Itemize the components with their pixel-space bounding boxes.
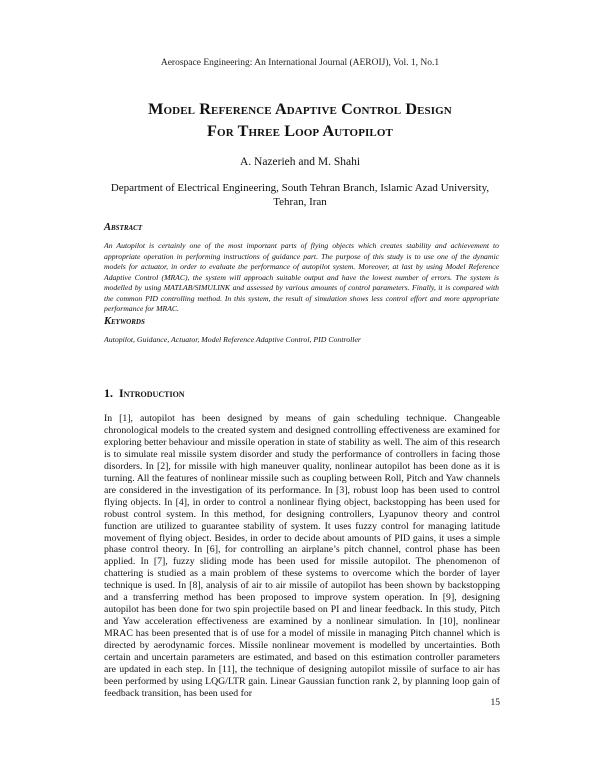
abstract-heading: Abstract (104, 222, 143, 233)
keywords-text: Autopilot, Guidance, Actuator, Model Reference Adaptive Control, PID Controller (104, 335, 361, 344)
section-number: 1. (104, 386, 113, 400)
affiliation (96, 181, 504, 209)
journal-header: Aerospace Engineering: An International Journal (AEROIJ), Vol. 1, No.1 (160, 58, 440, 68)
paper-title (80, 98, 520, 142)
paper-title-line-2: For Three Loop Autopilot (207, 122, 393, 140)
affiliation-line-1: Department of Electrical Engineering, South Tehran Branch, Islamic Azad University, (110, 182, 490, 194)
introduction-heading (104, 386, 185, 401)
section-title: Introduction (119, 386, 185, 400)
authors: A. Nazerieh and M. Shahi (239, 156, 361, 168)
affiliation-line-2: Tehran, Iran (273, 196, 327, 208)
abstract-text: An Autopilot is certainly one of the most important parts of flying objects which creates stability and achievement to appropriate operation in performing instructions of guidance part. The purpose of this study is to use one of the dynamic models for actuator, in order to evaluate the performance of autopilot system. Moreover, at last by using Model Reference Adaptive Control (MRAC), the system will approach suitable output and have the lowest number of errors. The system is modelled by using MATLAB/SIMULINK and assessed by various amounts of control parameters. Finally, it is compared with the common PID controlling method. In this system, the result of simulation shows less control effort and more appropriate performance for MRAC. (104, 241, 499, 313)
introduction-text: In [1], autopilot has been designed by means of gain scheduling technique. Changeable chronological models to the created system and designed controlling effectiveness are examined for exploring better behaviour and missile operation in state of stability as well. The aim of this research is to simulate real missile system disorder and study the performance of controllers in facing those disorders. In [2], for missile with high maneuver quality, nonlinear autopilot has been done as it is turning. All the features of nonlinear missile such as coupling between Roll, Pitch and Yaw channels are considered in the investigation of its performance. In [3], robust loop has been used to control flying objects. In [4], in order to control a nonlinear flying object, backstopping has been used for robust control system. In this method, for designing controllers, Lyapunov theory and control function are utilized to guarantee stability of system. It uses fuzzy control for managing latitude movement of flying object. Besides, in order to decide about amounts of PID gains, it uses a simple phase control theory. In [6], for controlling an airplane’s pitch channel, control phase has been applied. In [7], fuzzy sliding mode has been used for missile autopilot. The phenomenon of chattering is studied as a main problem of these systems to overcome which the border of layer technique is used. In [8], analysis of air to air missile of autopilot has been shown by backstopping and a transferring method has been proposed to improve system operation. In [9], designing autopilot has been done for two spin projectile based on PI and linear feedback. In this study, Pitch and Yaw acceleration effectiveness are examined by a nonlinear simulation. In [10], nonlinear MRAC has been presented that is of use for a model of missile in managing Pitch channel which is directed by aerodynamic forces. Missile nonlinear movement is modelled by uncertainties. Both certain and uncertain parameters are estimated, and based on this estimation controller parameters are updated in each step. In [11], the technique of designing autopilot missile of surface to air has been performed by using LQG/LTR gain. Linear Gaussian function rank 2, by planning loop gain of feedback transition, has been used for (104, 413, 500, 699)
paper-title-line-1: Model Reference Adaptive Control Design (148, 100, 452, 118)
page-number: 15 (490, 698, 500, 708)
keywords-heading: Keywords (104, 316, 145, 327)
